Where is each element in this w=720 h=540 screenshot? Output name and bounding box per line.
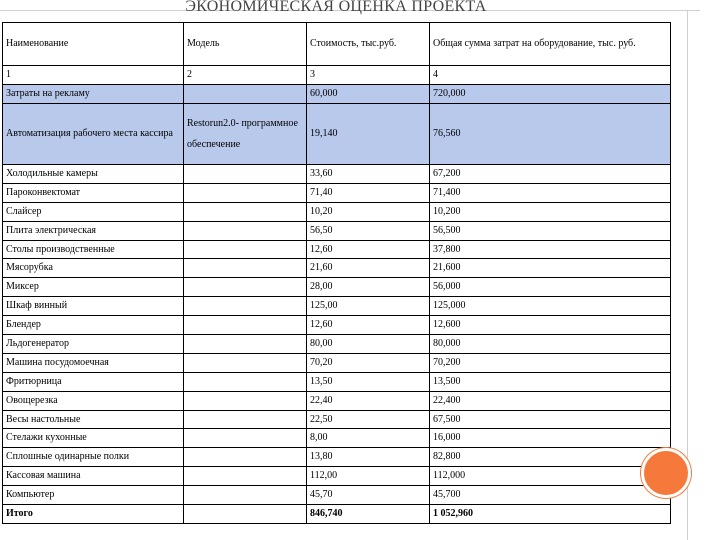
item-model [184,353,307,372]
item-model [184,278,307,297]
item-name: Слайсер [3,202,184,221]
item-total: 71,400 [430,183,671,202]
item-model [184,467,307,486]
item-total: 37,800 [430,240,671,259]
item-cost: 13,50 [307,372,430,391]
item-model [184,410,307,429]
table-row [3,391,671,410]
item-cost: 60,000 [307,85,430,104]
header-row [3,23,671,66]
table-row [3,85,671,104]
table-row [3,104,671,165]
table-row [3,467,671,486]
item-total: 16,000 [430,429,671,448]
item-cost: 13,80 [307,448,430,467]
item-model [184,297,307,316]
table-row [3,202,671,221]
table-row [3,429,671,448]
item-total: 720,000 [430,85,671,104]
item-name: Столы производственные [3,240,184,259]
item-name: Льдогенератор [3,335,184,354]
header-total: Общая сумма затрат на оборудование, тыс. руб. [430,23,671,66]
item-total: 67,500 [430,410,671,429]
item-total: 112,000 [430,467,671,486]
item-name: Машина посудомоечная [3,353,184,372]
item-cost: 12,60 [307,240,430,259]
item-total: 12,600 [430,316,671,335]
table-row [3,335,671,354]
item-cost: 71,40 [307,183,430,202]
cost-table [2,22,671,524]
item-cost: 22,40 [307,391,430,410]
item-model [184,202,307,221]
item-name: Стелажи кухонные [3,429,184,448]
item-cost: 80,00 [307,335,430,354]
item-cost: 8,00 [307,429,430,448]
col-number: 4 [430,66,671,85]
table-row [3,486,671,505]
item-name: Сплошные одинарные полки [3,448,184,467]
header-name: Наименование [3,23,184,66]
item-cost: 33,60 [307,165,430,184]
item-cost: 12,60 [307,316,430,335]
col-number: 1 [3,66,184,85]
table-row [3,448,671,467]
item-model [184,183,307,202]
item-name: Автоматизация рабочего места кассира [3,104,184,165]
item-cost: 22,50 [307,410,430,429]
item-total: 10,200 [430,202,671,221]
item-cost: 21,60 [307,259,430,278]
col-number: 3 [307,66,430,85]
item-total: 67,200 [430,165,671,184]
item-model [184,372,307,391]
item-model [184,429,307,448]
total-model [184,505,307,524]
item-cost: 45,70 [307,486,430,505]
item-name: Кассовая машина [3,467,184,486]
item-total: 13,500 [430,372,671,391]
item-name: Шкаф винный [3,297,184,316]
item-total: 56,000 [430,278,671,297]
item-total: 21,600 [430,259,671,278]
item-name: Затраты на рекламу [3,85,184,104]
item-cost: 70,20 [307,353,430,372]
table-row [3,316,671,335]
item-name: Миксер [3,278,184,297]
item-total: 56,500 [430,221,671,240]
item-name: Мясорубка [3,259,184,278]
item-model [184,448,307,467]
item-name: Плита электрическая [3,221,184,240]
item-cost: 10,20 [307,202,430,221]
item-total: 22,400 [430,391,671,410]
item-total: 125,000 [430,297,671,316]
item-model [184,316,307,335]
numbering-row [3,66,671,85]
item-name: Холодильные камеры [3,165,184,184]
item-model [184,259,307,278]
table-row [3,353,671,372]
item-model [184,165,307,184]
total-label: Итого [3,505,184,524]
table-row [3,183,671,202]
item-total: 80,000 [430,335,671,354]
page-title: ЭКОНОМИЧЕСКАЯ ОЦЕНКА ПРОЕКТА [185,0,487,15]
table-row [3,372,671,391]
item-model [184,486,307,505]
item-cost: 28,00 [307,278,430,297]
item-model: Restorun2.0- программное обеспечение [184,104,307,165]
table-row [3,297,671,316]
item-cost: 125,00 [307,297,430,316]
col-number: 2 [184,66,307,85]
table-row [3,240,671,259]
table-row [3,410,671,429]
orange-circle-decoration [641,448,691,498]
table-row [3,259,671,278]
header-model: Модель [184,23,307,66]
item-model [184,240,307,259]
item-total: 82,800 [430,448,671,467]
total-row [3,505,671,524]
item-cost: 56,50 [307,221,430,240]
item-cost: 19,140 [307,104,430,165]
item-name: Весы настольные [3,410,184,429]
item-name: Овощерезка [3,391,184,410]
item-total: 45,700 [430,486,671,505]
item-name: Пароконвектомат [3,183,184,202]
header-cost: Стоимость, тыс.руб. [307,23,430,66]
item-name: Фритюрница [3,372,184,391]
item-total: 70,200 [430,353,671,372]
item-name: Компьютер [3,486,184,505]
item-name: Блендер [3,316,184,335]
item-model [184,391,307,410]
item-model [184,335,307,354]
table-row [3,165,671,184]
item-total: 76,560 [430,104,671,165]
item-model [184,221,307,240]
table-row [3,221,671,240]
total-sum: 1 052,960 [430,505,671,524]
item-cost: 112,00 [307,467,430,486]
item-model [184,85,307,104]
total-cost: 846,740 [307,505,430,524]
table-row [3,278,671,297]
